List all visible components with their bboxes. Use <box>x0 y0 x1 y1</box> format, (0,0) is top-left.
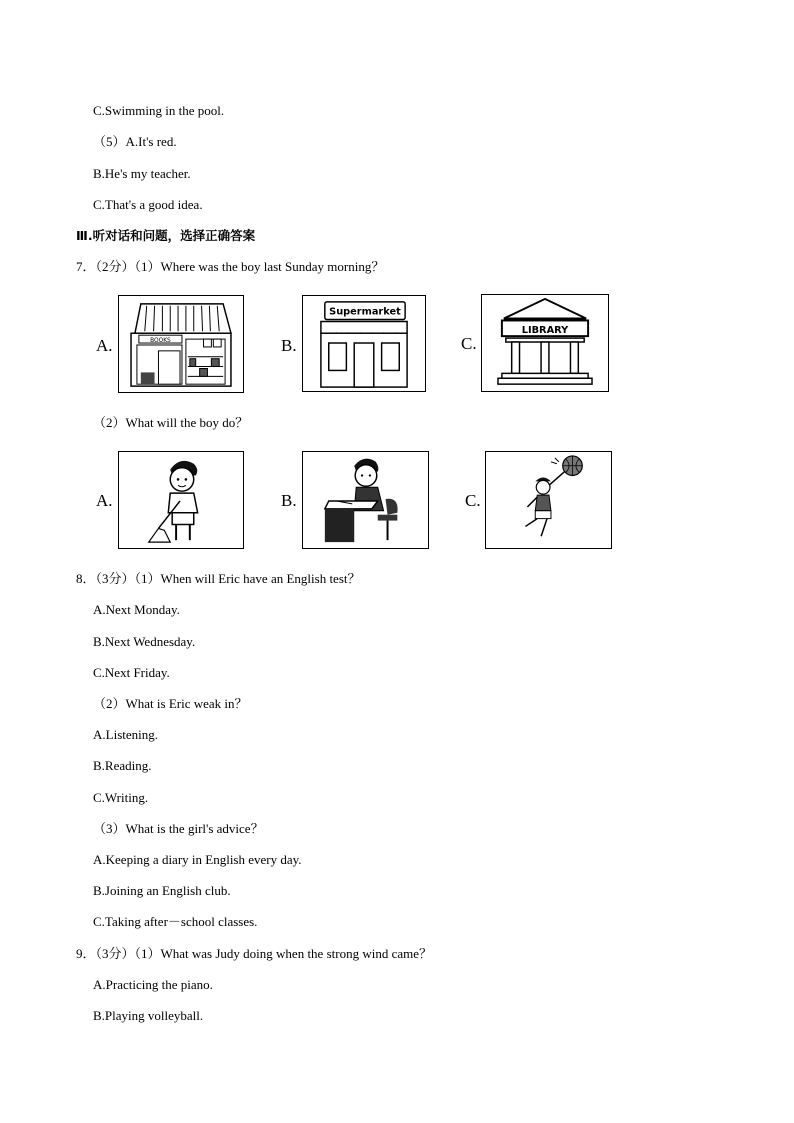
option-text: A.Practicing the piano. <box>93 977 213 992</box>
bookstore-picture <box>118 295 244 393</box>
option-label-c: C. <box>465 491 481 510</box>
option-text: B.He's my teacher. <box>93 166 191 181</box>
option-label-b: B. <box>281 491 297 510</box>
option-text: A.Next Monday. <box>93 602 180 617</box>
option-text: B.Next Wednesday. <box>93 634 196 649</box>
library-icon <box>482 295 608 391</box>
question-text: （3）What is the girl's advice？ <box>93 821 264 836</box>
sweeping-picture <box>118 451 244 549</box>
option-text: C.Taking after－school classes. <box>93 914 258 929</box>
option-text: C.Writing. <box>93 790 149 805</box>
boy-basketball-icon <box>486 452 611 548</box>
option-text: B.Reading. <box>93 758 152 773</box>
question-text: 9．（3分）（1）What was Judy doing when the strong wind came？ <box>76 946 433 961</box>
option-text: B.Playing volleyball. <box>93 1008 204 1023</box>
question-text: 8．（3分）（1）When will Eric have an English test？ <box>76 571 361 586</box>
question-text: 7．（2分）（1）Where was the boy last Sunday morning？ <box>76 259 385 274</box>
supermarket-picture <box>302 295 426 392</box>
basketball-picture <box>485 451 612 549</box>
studying-picture <box>302 451 429 549</box>
option-text: C.Next Friday. <box>93 665 170 680</box>
supermarket-sign: Supermarket <box>329 306 401 318</box>
option-label-b: B. <box>281 336 297 355</box>
library-sign: LIBRARY <box>521 325 569 337</box>
question-text: （2）What is Eric weak in？ <box>93 696 248 711</box>
option-text: A.Keeping a diary in English every day. <box>93 852 302 867</box>
option-text: C.That's a good idea. <box>93 197 203 212</box>
question-text: （5）A.It's red. <box>93 134 177 149</box>
question-text: （2）What will the boy do？ <box>93 415 249 430</box>
option-label-a: A. <box>96 336 113 355</box>
option-label-c: C. <box>461 334 477 353</box>
boy-studying-icon <box>303 452 428 548</box>
option-label-a: A. <box>96 491 113 510</box>
supermarket-icon <box>303 296 425 391</box>
books-sign: BOOKS <box>150 338 171 345</box>
section-heading: Ⅲ.听对话和问题，选择正确答案 <box>76 228 256 243</box>
option-text: C.Swimming in the pool. <box>93 103 225 118</box>
option-text: A.Listening. <box>93 727 158 742</box>
bookstore-icon <box>119 296 243 392</box>
boy-sweeping-icon <box>119 452 243 548</box>
option-text: B.Joining an English club. <box>93 883 231 898</box>
library-picture <box>481 294 609 392</box>
